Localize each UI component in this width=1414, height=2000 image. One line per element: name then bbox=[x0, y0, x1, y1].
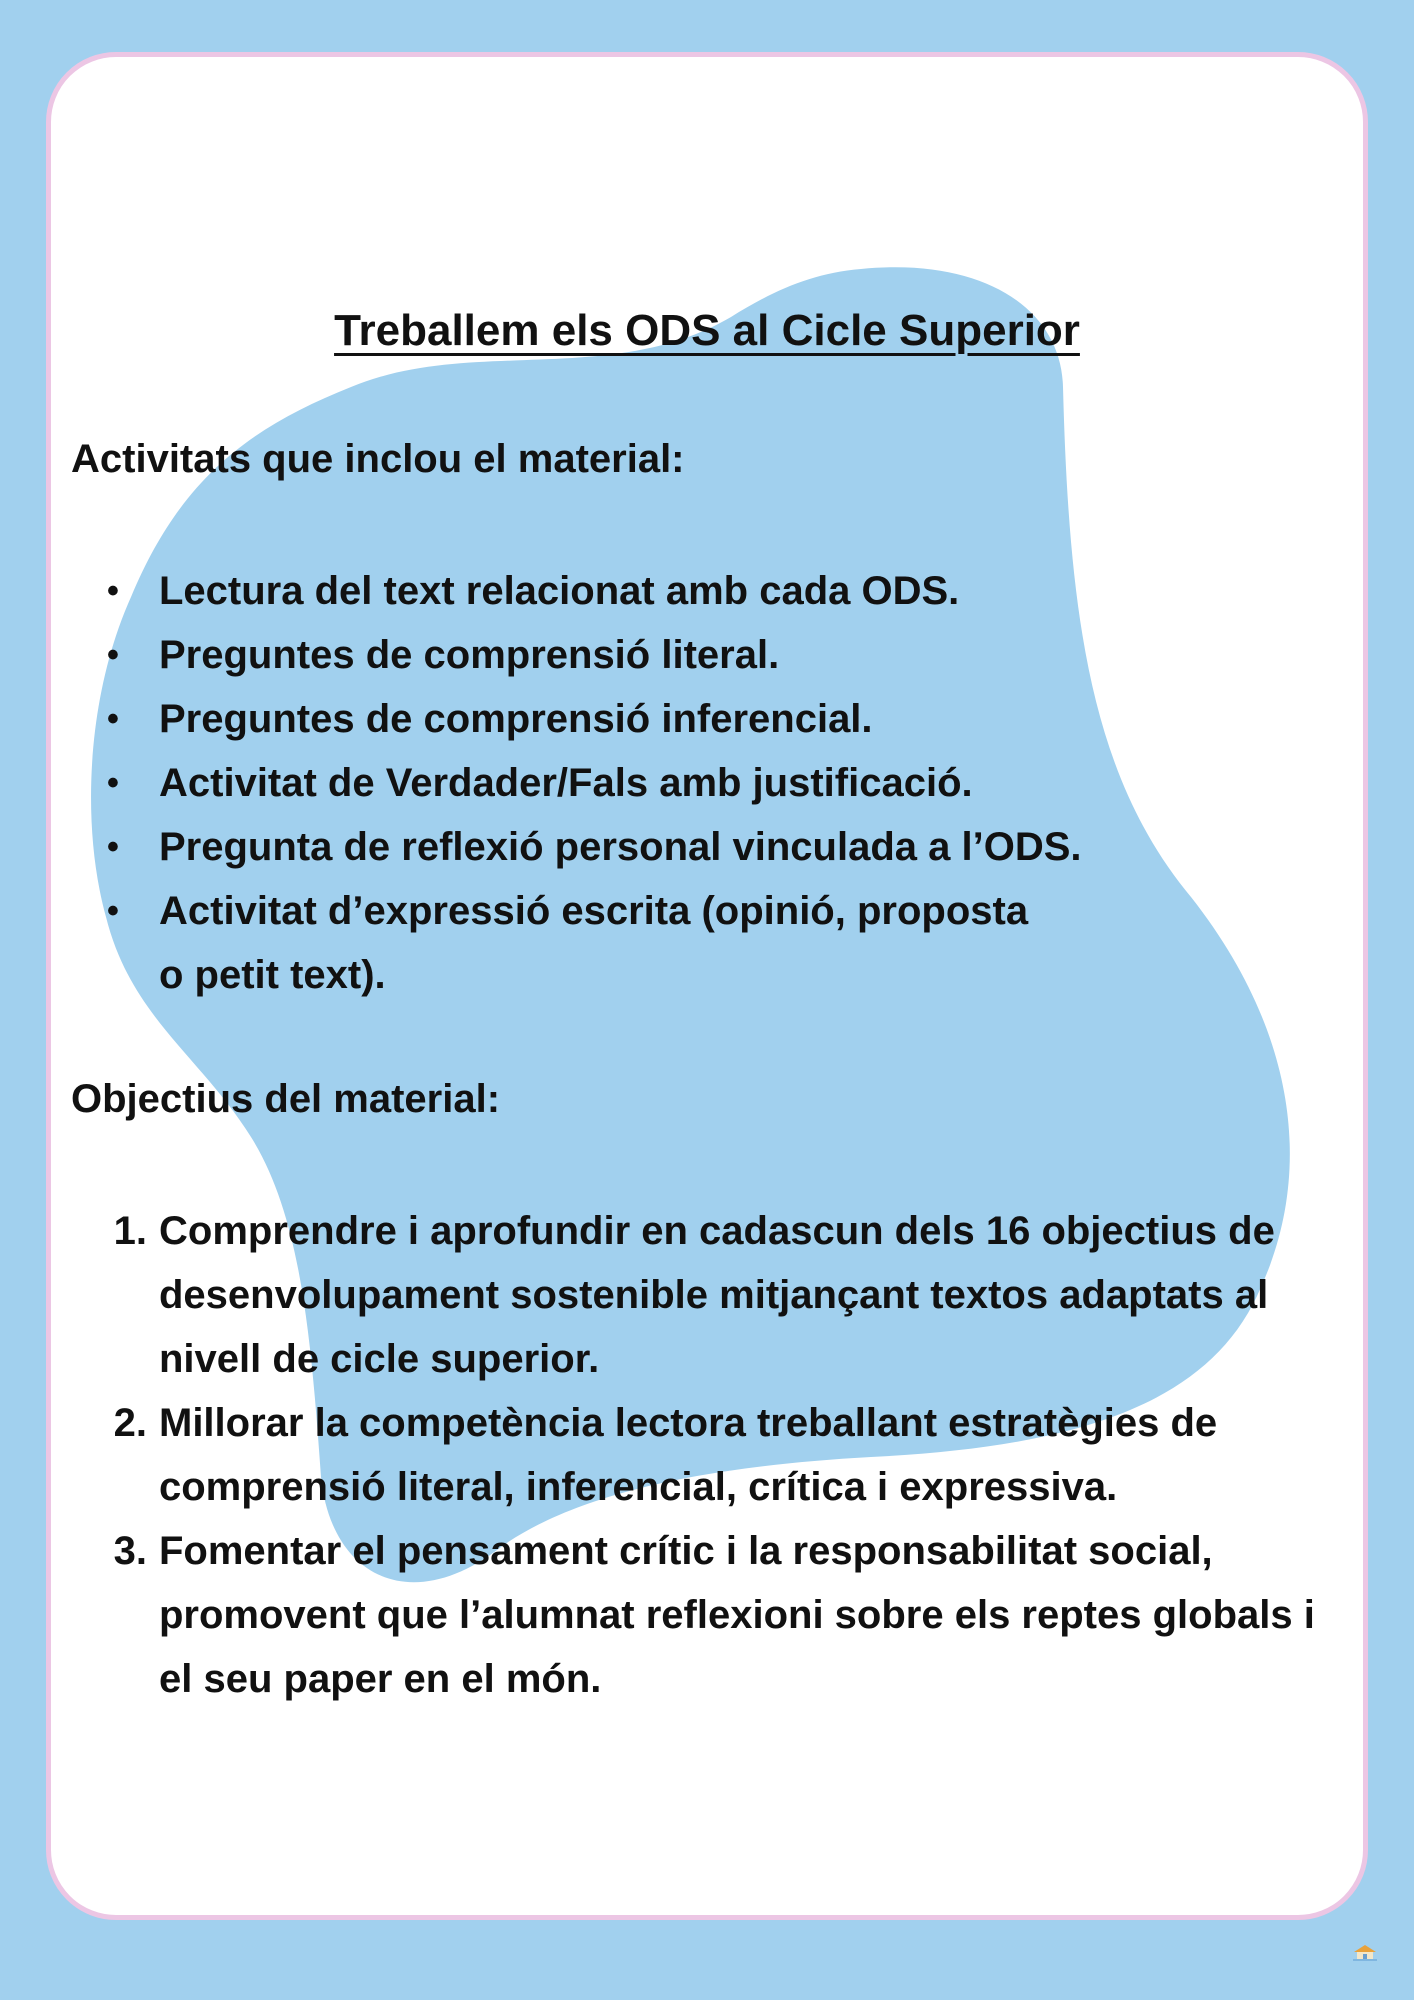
page-title: Treballem els ODS al Cicle Superior bbox=[334, 306, 1080, 355]
list-item: 1. Comprendre i aprofundir en cadascun dels 16 objectius de desenvolupament sostenible mitjançant textos adaptats al nivell de cicle superior. bbox=[71, 1199, 1331, 1391]
bullet-icon: • bbox=[107, 892, 119, 930]
page-card bbox=[46, 52, 1368, 1920]
bullet-icon: • bbox=[107, 636, 119, 674]
school-logo-icon bbox=[1352, 1942, 1378, 1962]
list-number: 3. bbox=[113, 1529, 147, 1573]
list-item: • Preguntes de comprensió literal. bbox=[71, 623, 1331, 687]
list-item: 2. Millorar la competència lectora treballant estratègies de comprensió literal, inferencial, crítica i expressiva. bbox=[71, 1391, 1331, 1519]
list-item: • Activitat de Verdader/Fals amb justificació. bbox=[71, 751, 1331, 815]
list-item: 3. Fomentar el pensament crític i la responsabilitat social, promovent que l’alumnat reflexioni sobre els reptes globals i el seu paper en el món. bbox=[71, 1519, 1331, 1711]
bullet-icon: • bbox=[107, 828, 119, 866]
document-content bbox=[51, 57, 1363, 1915]
list-item: • Pregunta de reflexió personal vinculada a l’ODS. bbox=[71, 815, 1331, 879]
activities-heading: Activitats que inclou el material: bbox=[71, 437, 685, 481]
objectives-heading: Objectius del material: bbox=[71, 1077, 501, 1121]
list-item: • Activitat d’expressió escrita (opinió, proposta o petit text). bbox=[71, 879, 1331, 1007]
activities-list bbox=[71, 559, 1331, 1007]
list-item: • Lectura del text relacionat amb cada ODS. bbox=[71, 559, 1331, 623]
list-item: • Preguntes de comprensió inferencial. bbox=[71, 687, 1331, 751]
objectives-list bbox=[71, 1199, 1331, 1711]
list-number: 2. bbox=[113, 1401, 147, 1445]
list-number: 1. bbox=[113, 1209, 147, 1253]
bullet-icon: • bbox=[107, 764, 119, 802]
bullet-icon: • bbox=[107, 700, 119, 738]
bullet-icon: • bbox=[107, 572, 119, 610]
